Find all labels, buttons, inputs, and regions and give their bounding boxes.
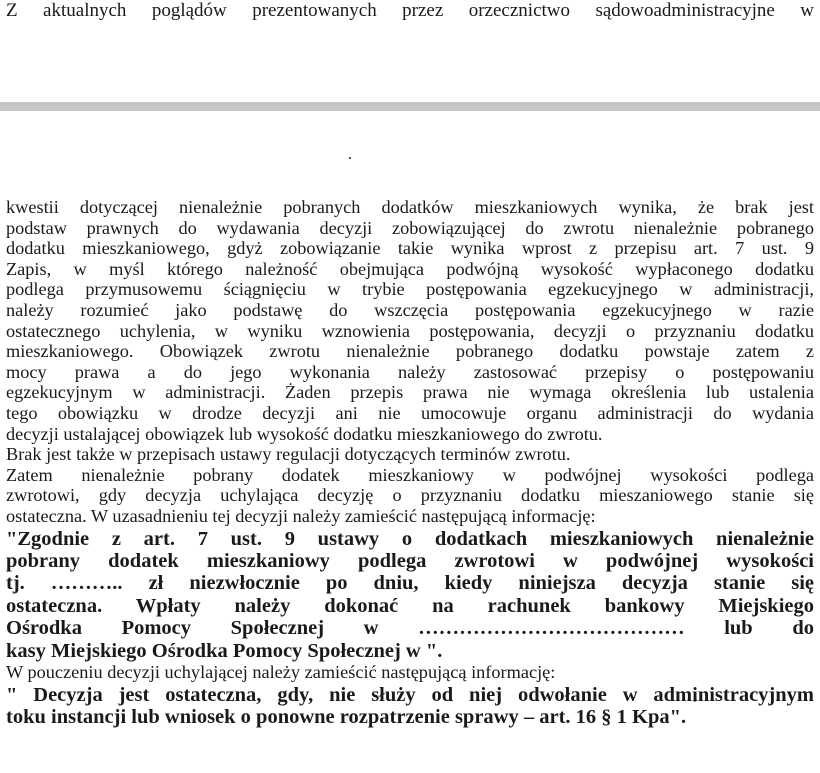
scan-speck (349, 157, 351, 159)
text-line: podstaw prawnych do wydawania decyzji zobowiązującej do zwrotu nienależnie pobranego (6, 217, 814, 238)
text-line: mieszkaniowego. Obowiązek zwrotu nienależnie pobranego dodatku powstaje zatem z (6, 341, 814, 362)
quote-line: pobrany dodatek mieszkaniowy podlega zwrotowi w podwójnej wysokości (6, 549, 814, 572)
text-line: decyzji ustalającej obowiązek lub wysokość dodatku mieszkaniowego do zwrotu. (6, 423, 603, 444)
final-quote (6, 684, 814, 729)
text-line: dodatku mieszkaniowego, gdyż zobowiązanie takie wynika wprost z przepisu art. 7 ust. 9 (6, 238, 814, 259)
paragraph-main (6, 197, 814, 444)
paragraph-terms: Brak jest także w przepisach ustawy regulacji dotyczących terminów zwrotu. (6, 444, 571, 465)
text-line: podlega przymusowemu ściągnięciu w trybie postępowania egzekucyjnego w administracji, (6, 279, 814, 300)
page-divider (0, 102, 820, 111)
intro-line: Z aktualnych poglądów prezentowanych przez orzecznictwo sądowoadministracyjne w (6, 0, 814, 21)
text-line: ostatecznego uchylenia, w wyniku wznowienia postępowania, decyzji o przyznaniu dodatku (6, 320, 814, 341)
quote-line: toku instancji lub wniosek o ponowne rozpatrzenie sprawy – art. 16 § 1 Kpa". (6, 705, 687, 728)
quote-line: ostateczna. Wpłaty należy dokonać na rachunek bankowy Miejskiego (6, 594, 814, 617)
quote-line: "Zgodnie z art. 7 ust. 9 ustawy o dodatkach mieszkaniowych nienależnie (6, 527, 814, 550)
text-line: kwestii dotyczącej nienależnie pobranych dodatków mieszkaniowych wynika, że brak jest (6, 197, 814, 217)
text-line: mocy prawa a do jego wykonania należy zastosować przepisy o postępowaniu (6, 361, 814, 382)
text-line: Zapis, w myśl którego należność obejmująca podwójną wysokość wypłaconego dodatku (6, 258, 814, 279)
text-line: zwrotowi, gdy decyzja uchylająca decyzję o przyznaniu dodatku mieszaniowego stanie się (6, 485, 814, 506)
quote-line: Ośrodka Pomocy Społecznej w ………………………………… lub do (6, 617, 814, 640)
text-line: egzekucyjnym w administracji. Żaden przepis prawa nie wymaga określenia lub ustalenia (6, 382, 814, 403)
quote-block (6, 528, 814, 662)
quote-line: tj. ……….. zł niezwłocznie po dniu, kiedy niniejsza decyzja stanie się (6, 572, 814, 595)
text-line: ostateczna. W uzasadnieniu tej decyzji należy zamieścić następującą informację: (6, 505, 596, 526)
text-line: Zatem nienależnie pobrany dodatek mieszkaniowy w podwójnej wysokości podlega (6, 464, 814, 485)
text-line: tego obowiązku w drodze decyzji ani nie umocowuje organu administracji do wydania (6, 402, 814, 423)
instruction-line: W pouczeniu decyzji uchylającej należy zamieścić następującą informację: (6, 661, 556, 682)
quote-line: " Decyzja jest ostateczna, gdy, nie służy od niej odwołanie w administracyjnym (6, 683, 814, 706)
text-line: należy rozumieć jako podstawę do wszczęcia postępowania egzekucyjnego w razie (6, 299, 814, 320)
document-body (6, 197, 814, 728)
quote-line: kasy Miejskiego Ośrodka Pomocy Społecznej w ". (6, 639, 443, 662)
paragraph-return (6, 465, 814, 527)
